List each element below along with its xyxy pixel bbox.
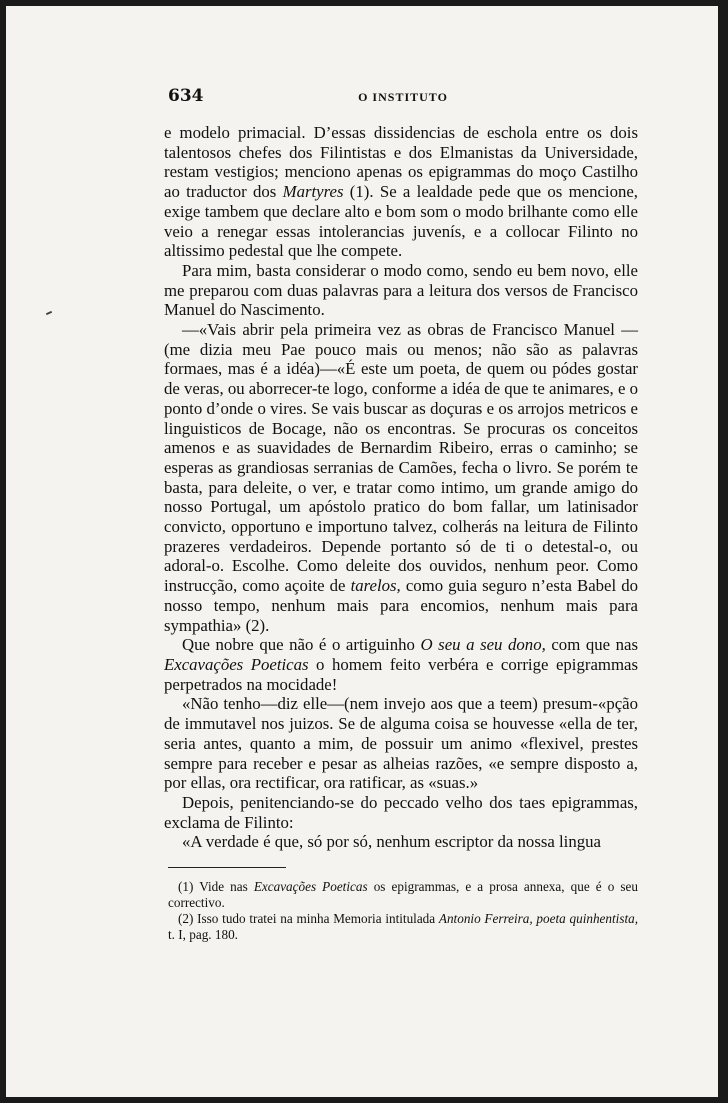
italic-text: tarelos, — [350, 576, 401, 596]
text-run: os epigrammas, e a prosa annexa, que é o seu correctivo. — [168, 879, 638, 910]
book-page — [6, 6, 718, 1097]
page-header — [168, 86, 638, 108]
text-run: t. I, pag. 180. — [168, 927, 238, 942]
text-run: Que nobre que não é o artiguinho — [182, 635, 421, 655]
italic-text: Antonio Ferreira, poeta quinhentista, — [438, 911, 639, 926]
running-head: O INSTITUTO — [358, 90, 448, 104]
text-run: (2) Isso tudo tratei na minha Memoria intitulada — [178, 911, 439, 926]
text-run: o homem feito verbéra e corrige epigrammas perpetrados na mocidade! — [164, 654, 638, 694]
paragraph — [164, 694, 638, 793]
text-run: (1) Vide nas — [178, 879, 254, 894]
paragraph — [164, 793, 638, 832]
text-run: (1). Se a lealdade pede que os mencione, exige tambem que declare alto e bom som o modo brilhante como elle veio a renegar essas intolerancias juvenís, e a collocar Filinto no altissimo pedestal que lhe compete. — [164, 182, 638, 261]
footnote — [168, 911, 638, 943]
text-run: e modelo primacial. D’essas dissidencias de eschola entre os dois talentosos chefes dos Filintistas e dos Elmanistas da Universidade, restam vestigios; menciono apenas os epigrammas do moço Castilho ao traductor dos — [164, 123, 638, 202]
footnote-divider — [168, 867, 286, 868]
text-run: «A verdade é que, só por só, nenhum escriptor da nossa lingua — [182, 832, 601, 852]
text-run: com que nas — [545, 635, 638, 655]
paragraph — [164, 635, 638, 694]
italic-text: Excavações Poeticas — [253, 879, 368, 894]
italic-text: Excavações Poeticas — [164, 654, 309, 674]
paragraph — [164, 261, 638, 320]
paragraph — [164, 123, 638, 261]
text-run: «Não tenho—diz elle—(nem invejo aos que a teem) presum-«pção de immutavel nos juizos. Se de alguma coisa se houvesse «ella de ter, seria antes, quanto a mim, de possuir um animo «flexivel, prestes sempre para receber e pesar as alheias razões, «e sempre disposto a, por ellas, ora rectificar, ora ratificar, as «suas.» — [164, 694, 638, 793]
text-run: Para mim, basta considerar o modo como, sendo eu bem novo, elle me preparou com duas palavras para a leitura dos versos de Francisco Manuel do Nascimento. — [164, 260, 638, 320]
italic-text: Martyres — [282, 182, 344, 202]
footnotes — [168, 879, 638, 943]
italic-text: O seu a seu dono, — [420, 635, 546, 655]
text-run: —«Vais abrir pela primeira vez as obras de Francisco Manuel —(me dizia meu Pae pouco mais ou menos; não são as palavras formaes, mas é a idéa)—«É este um poeta, de quem ou pódes gostar de veras, ou aborrecer-te logo, conforme a idéa de que te animares, e o ponto d’onde o vires. Se vais buscar as doçuras e os arrojos metricos e linguisticos de Bocage, não os encontras. Se procuras os conceitos amenos e as suavidades de Bernardim Ribeiro, erras o caminho; se esperas as grandiosas serranias de Camões, fecha o livro. Se porém te basta, para deleite, o ver, e tratar como intimo, um grande amigo do nosso Portugal, um apóstolo pratico do bom fallar, um latinisador convicto, opportuno e importuno talvez, colherás na leitura de Filinto prazeres verdadeiros. Depende portanto só de ti o detestal-o, ou adoral-o. Escolhe. Como deleite dos ouvidos, nenhum peor. Como instrucção, como açoite de — [164, 320, 638, 596]
margin-mark — [46, 311, 52, 315]
paragraph — [164, 320, 638, 635]
page-number: 634 — [168, 86, 204, 106]
text-run: como guia seguro n’esta Babel do nosso tempo, nenhum mais para encomios, nenhum mais para sympathia» (2). — [164, 576, 638, 635]
body-text — [164, 123, 638, 852]
paragraph — [164, 832, 638, 852]
text-run: Depois, penitenciando-se do peccado velho dos taes epigrammas, exclama de Filinto: — [164, 792, 638, 832]
footnote — [168, 879, 638, 911]
